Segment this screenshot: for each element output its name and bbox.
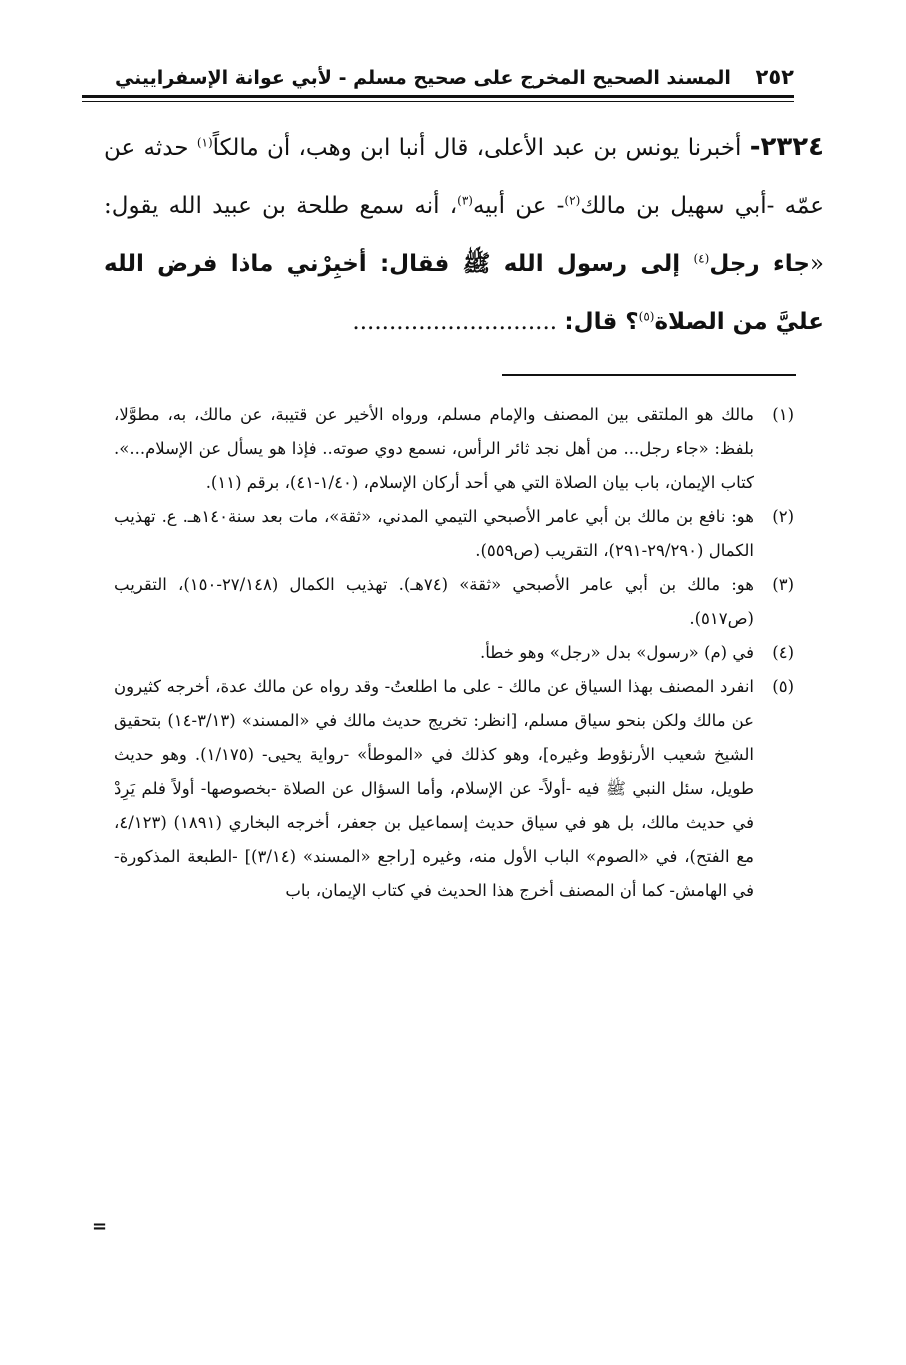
hadith-number: ٢٣٢٤- bbox=[749, 132, 824, 162]
footnote-ref-4[interactable]: (٤) bbox=[693, 251, 710, 266]
footnote-text: انفرد المصنف بهذا السياق عن مالك - على ما اطلعتُ- وقد رواه عن مالك عدة، أخرجه كثيرون عن مالك ولكن بنحو سياق مسلم، [انظر: تخريج حديث مالك في «المسند» (٣/١٣-١٤) بتحقيق الشيخ شعيب الأرنؤوط وغيره]، وهو كذلك في «الموطأ» -رواية يحيى- (١/١٧٥). وهو حديث طويل، سئل النبي ﷺ فيه -أولاً- عن الإسلام، وأما السؤال عن الصلاة -بخصوصها- أولاً فلم يَرِدْ في حديث مالك، بل هو في سياق حديث إسماعيل بن جعفر، أخرجه البخاري (١٨٩١) (٤/١٢٣، مع الفتح)، في «الصوم» الباب الأول منه، وغيره [راجع «المسند» (٣/١٤)] -الطبعة المذكورة- في الهامش- كما أن المصنف أخرج هذا الحديث في كتاب الإيمان، باب bbox=[114, 677, 755, 900]
matn-bold-2: إلى رسول الله ﷺ فقال: أخبِرْني ماذا فرض الله عليَّ من الصلاة bbox=[104, 251, 824, 335]
footnote-5 bbox=[114, 670, 794, 908]
footnote-marker: (١) bbox=[772, 405, 794, 424]
continuation-mark: = bbox=[92, 1216, 108, 1237]
footnote-ref-2[interactable]: (٢) bbox=[564, 193, 581, 208]
footnote-text: مالك هو الملتقى بين المصنف والإمام مسلم، ورواه الأخير عن قتيبة، عن مالك، به، مطوَّلا، بلفظ: «جاء رجل... من أهل نجد ثائر الرأس، نسمع دوي صوته.. فإذا هو يسأل عن الإسلام...». كتاب الإيمان، باب بيان الصلاة التي هي أحد أركان الإسلام، (١/٤٠-٤١)، برقم (١١). bbox=[114, 405, 754, 492]
footnote-ref-3[interactable]: (٣) bbox=[457, 193, 473, 208]
header-rule-thick bbox=[82, 95, 794, 98]
footnote-3 bbox=[114, 568, 794, 636]
footnote-text: في (م) «رسول» بدل «رجل» وهو خطأ. bbox=[480, 643, 754, 662]
matn-bold-3: ؟ قال: bbox=[564, 309, 639, 335]
footnote-text: هو: مالك بن أبي عامر الأصبحي «ثقة» (٧٤هـ). تهذيب الكمال (٢٧/١٤٨-١٥٠)، التقريب (ص٥١٧). bbox=[114, 575, 754, 628]
header-line bbox=[82, 63, 794, 92]
hadith-text bbox=[104, 118, 824, 351]
footnote-marker: (٣) bbox=[772, 575, 794, 594]
footnote-marker: (٢) bbox=[772, 507, 794, 526]
matn-bold-1: جاء رجل bbox=[709, 251, 810, 277]
footnotes bbox=[114, 398, 794, 908]
footnote-text: هو: نافع بن مالك بن أبي عامر الأصبحي التيمي المدني، «ثقة»، مات بعد سنة١٤٠هـ. ع. تهذيب الكمال (٢٩/٢٩٠-٢٩١)، التقريب (ص٥٥٩). bbox=[114, 507, 755, 560]
footnote-ref-1[interactable]: (١) bbox=[196, 135, 213, 150]
ellipsis-dots: ............................ bbox=[352, 309, 565, 335]
page-number: ٢٥٢ bbox=[755, 65, 794, 89]
book-title: المسند الصحيح المخرج على صحيح مسلم - لأبي عوانة الإسفراييني bbox=[114, 67, 731, 89]
page-header bbox=[82, 58, 794, 96]
hadith-segment-1: أخبرنا يونس بن عبد الأعلى، قال أنبا ابن وهب، أن مالكاً bbox=[212, 135, 750, 161]
hadith-segment-4: ، أنه سمع طلحة بن عبيد الله يقول: « bbox=[104, 193, 824, 277]
footnote-1 bbox=[114, 398, 794, 500]
footnote-separator bbox=[502, 374, 796, 376]
footnote-marker: (٤) bbox=[772, 643, 794, 662]
footnote-marker: (٥) bbox=[772, 677, 794, 696]
hadith-segment-2: حدثه عن عمّه -أبي سهيل بن مالك bbox=[104, 135, 824, 219]
footnote-2 bbox=[114, 500, 794, 568]
footnote-ref-5[interactable]: (٥) bbox=[638, 309, 655, 324]
footnote-4 bbox=[114, 636, 794, 670]
header-rule-thin bbox=[82, 101, 794, 102]
hadith-segment-3: - عن أبيه bbox=[472, 193, 565, 219]
